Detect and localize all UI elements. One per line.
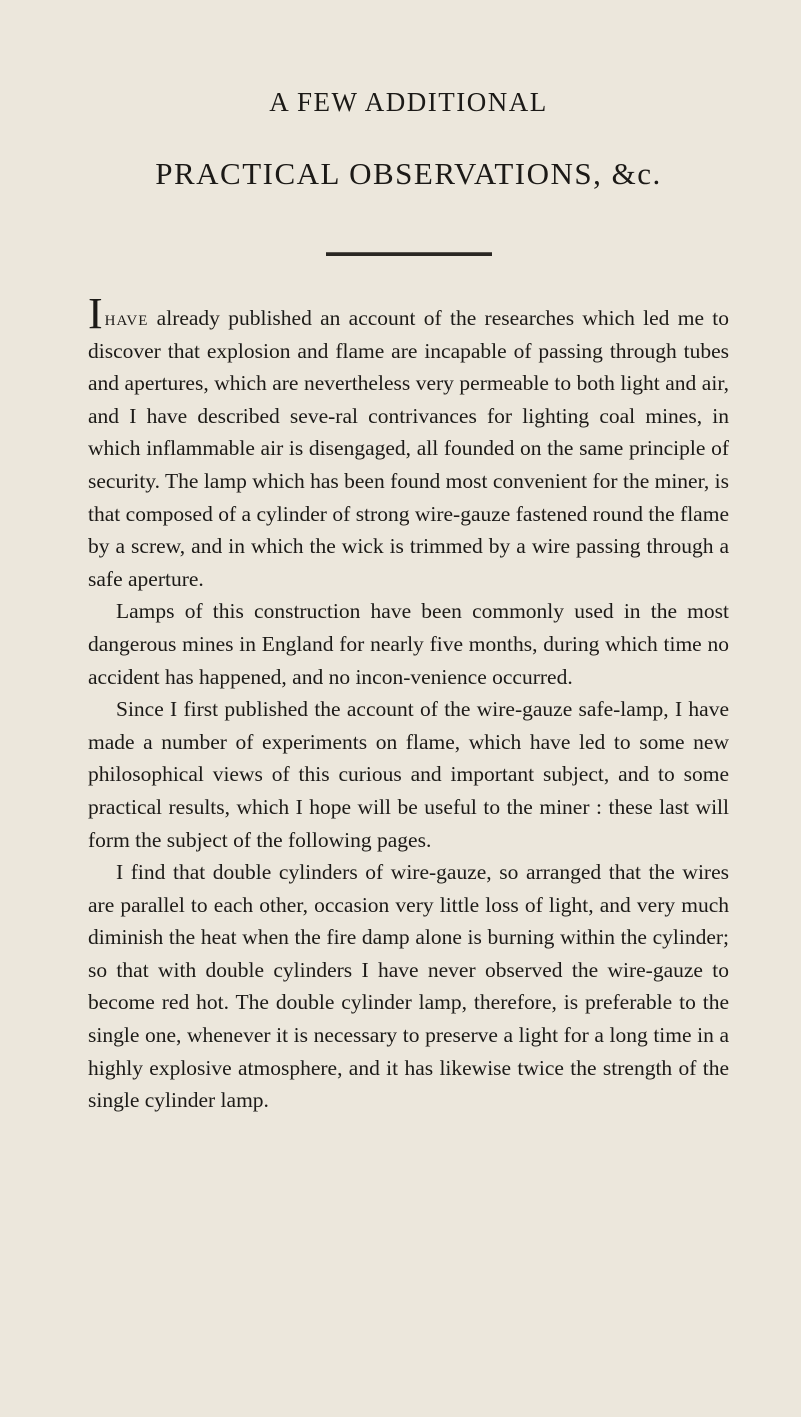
paragraph-3: Since I first published the account of the wire-gauze safe-lamp, I have made a number of experiments on flame, which have led to some new philosophical views of this curious and important subject, and to some practical results, which I hope will be useful to the miner : these last will form the subject of the following pages.	[88, 697, 729, 852]
paragraph-1	[88, 289, 729, 595]
paragraph-4: I find that double cylinders of wire-gauze, so arranged that the wires are parallel to each other, occasion very little loss of light, and very much diminish the heat when the fire damp alone is burning within the cylinder; so that with double cylinders I have never observed the wire-gauze to become red hot. The double cylinder lamp, therefore, is preferable to the single one, whenever it is necessary to preserve a light for a long time in a highly explosive atmosphere, and it has likewise twice the strength of the single cylinder lamp.	[88, 860, 729, 1113]
body-text	[88, 289, 729, 1117]
paragraph-2: Lamps of this construction have been commonly used in the most dangerous mines in England for nearly five months, during which time no accident has happened, and no incon-venience occurred.	[88, 599, 729, 689]
drop-cap: I	[88, 289, 103, 338]
title-line-2: PRACTICAL OBSERVATIONS, &c.	[155, 156, 662, 191]
paragraph-1-text: already published an account of the researches which led me to discover that explosion and flame are incapable of passing through tubes and apertures, which are nevertheless very permeable to both light and air, and I have described seve-ral contrivances for lighting coal mines, in which inflammable air is disengaged, all founded on the same principle of security. The lamp which has been found most convenient for the miner, is that composed of a cylinder of strong wire-gauze fastened round the flame by a screw, and in which the wick is trimmed by a wire passing through a safe aperture.	[88, 306, 729, 591]
title-line-1: A FEW ADDITIONAL	[269, 87, 548, 117]
paragraph-1-lead: have	[104, 306, 149, 330]
title-divider	[326, 252, 492, 256]
